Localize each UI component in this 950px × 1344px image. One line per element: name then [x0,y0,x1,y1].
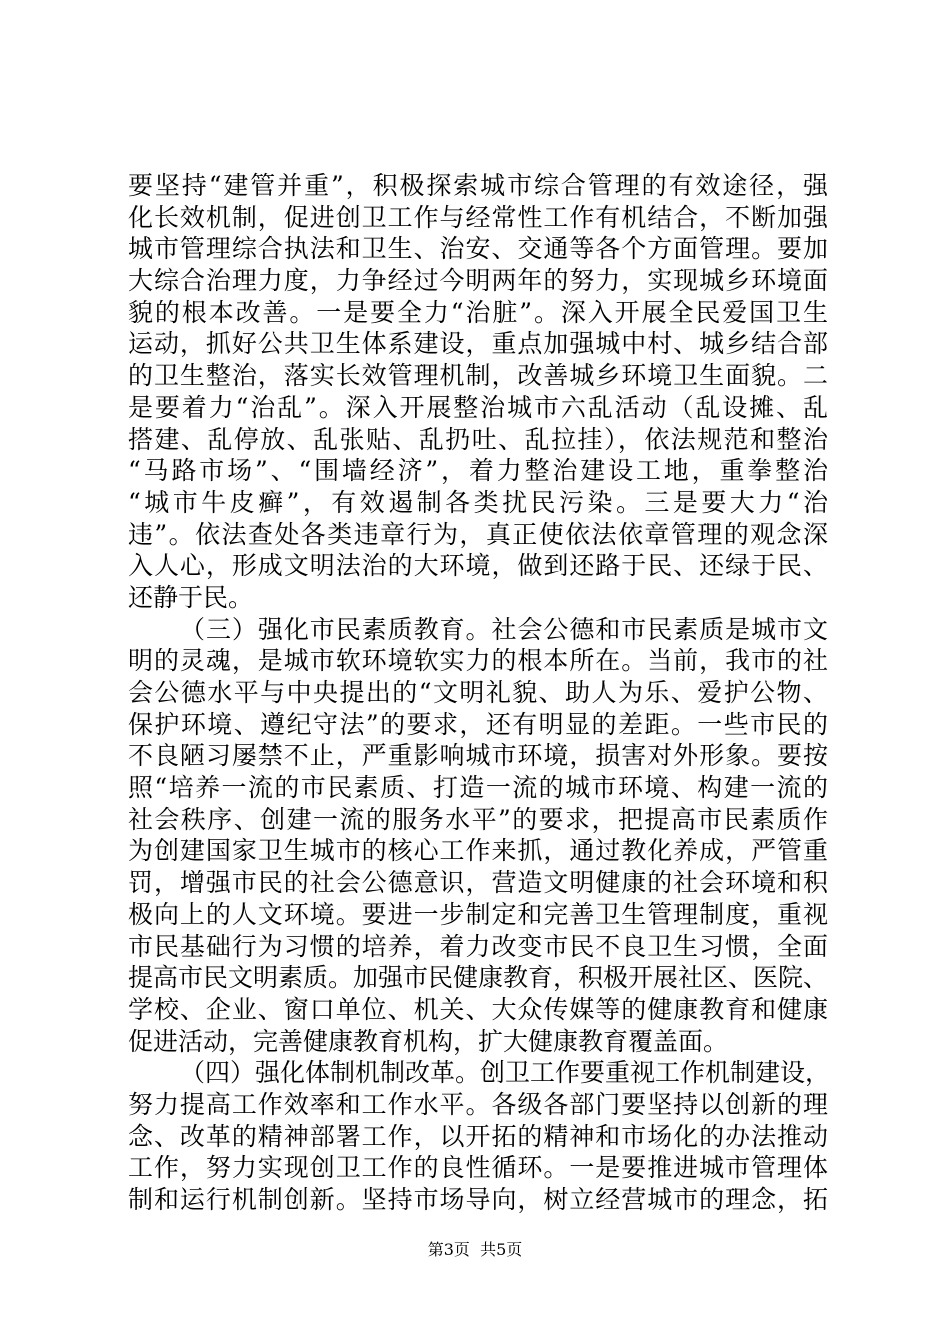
text-line: 工作，努力实现创卫工作的良性循环。一是要推进城市管理体 [128,1153,828,1183]
text-line: 为创建国家卫生城市的核心工作来抓，通过教化养成，严管重 [128,836,828,866]
paragraph-end-line: 还静于民。 [128,582,254,612]
text-line: 搭建、乱停放、乱张贴、乱扔吐、乱拉挂），依法规范和整治 [128,424,828,454]
document-body [128,170,831,1216]
text-line: 的卫生整治，落实长效管理机制，改善城乡环境卫生面貌。二 [128,361,828,391]
text-line: 城市管理综合执法和卫生、治安、交通等各个方面管理。要加 [128,234,828,264]
text-line: 念、改革的精神部署工作，以开拓的精神和市场化的办法推动 [128,1121,828,1151]
text-line: 学校、企业、窗口单位、机关、大众传媒等的健康教育和健康 [128,994,828,1024]
text-line: 大综合治理力度，力争经过今明两年的努力，实现城乡环境面 [128,266,828,296]
page-footer [0,1237,950,1260]
paragraph-end-line: 促进活动，完善健康教育机构，扩大健康教育覆盖面。 [128,1026,729,1056]
text-line: “马路市场”、“围墙经济”，着力整治建设工地，重拳整治 [128,456,828,486]
text-line: 保护环境、遵纪守法”的要求，还有明显的差距。一些市民的 [128,709,828,739]
text-line: 化长效机制，促进创卫工作与经常性工作有机结合，不断加强 [128,202,828,232]
text-line: 入人心，形成文明法治的大环境，做到还路于民、还绿于民、 [128,551,828,581]
text-line: 不良陋习屡禁不止，严重影响城市环境，损害对外形象。要按 [128,741,828,771]
text-line: 照“培养一流的市民素质、打造一流的城市环境、构建一流的 [128,773,828,803]
text-line: 罚，增强市民的社会公德意识，营造文明健康的社会环境和积 [128,868,828,898]
text-line: 制和运行机制创新。坚持市场导向，树立经营城市的理念，拓 [128,1185,828,1214]
text-line: 是要着力“治乱”。深入开展整治城市六乱活动（乱设摊、乱 [128,392,828,422]
text-line: 会公德水平与中央提出的“文明礼貌、助人为乐、爱护公物、 [128,678,828,707]
section-heading-line: （四）强化体制机制改革。创卫工作要重视工作机制建设， [180,1058,831,1088]
text-line: 要坚持“建管并重”，积极探索城市综合管理的有效途径，强 [128,171,828,200]
text-line: 违”。依法查处各类违章行为，真正使依法依章管理的观念深 [128,519,828,549]
text-line: “城市牛皮癣”，有效遏制各类扰民污染。三是要大力“治 [128,487,828,517]
page-number-label: 第3页 共5页 [427,1240,523,1259]
text-line: 社会秩序、创建一流的服务水平”的要求，把提高市民素质作 [128,804,828,834]
text-line: 极向上的人文环境。要进一步制定和完善卫生管理制度，重视 [128,899,828,929]
text-line: 努力提高工作效率和工作水平。各级各部门要坚持以创新的理 [128,1089,828,1119]
text-line: 貌的根本改善。一是要全力“治脏”。深入开展全民爱国卫生 [128,297,828,327]
text-line: 运动，抓好公共卫生体系建设，重点加强城中村、城乡结合部 [128,329,828,359]
text-line: 明的灵魂，是城市软环境软实力的根本所在。当前，我市的社 [128,646,828,676]
text-line: 市民基础行为习惯的培养，着力改变市民不良卫生习惯，全面 [128,931,828,961]
text-line: 提高市民文明素质。加强市民健康教育，积极开展社区、医院、 [128,963,829,993]
section-heading-line: （三）强化市民素质教育。社会公德和市民素质是城市文 [180,614,828,644]
